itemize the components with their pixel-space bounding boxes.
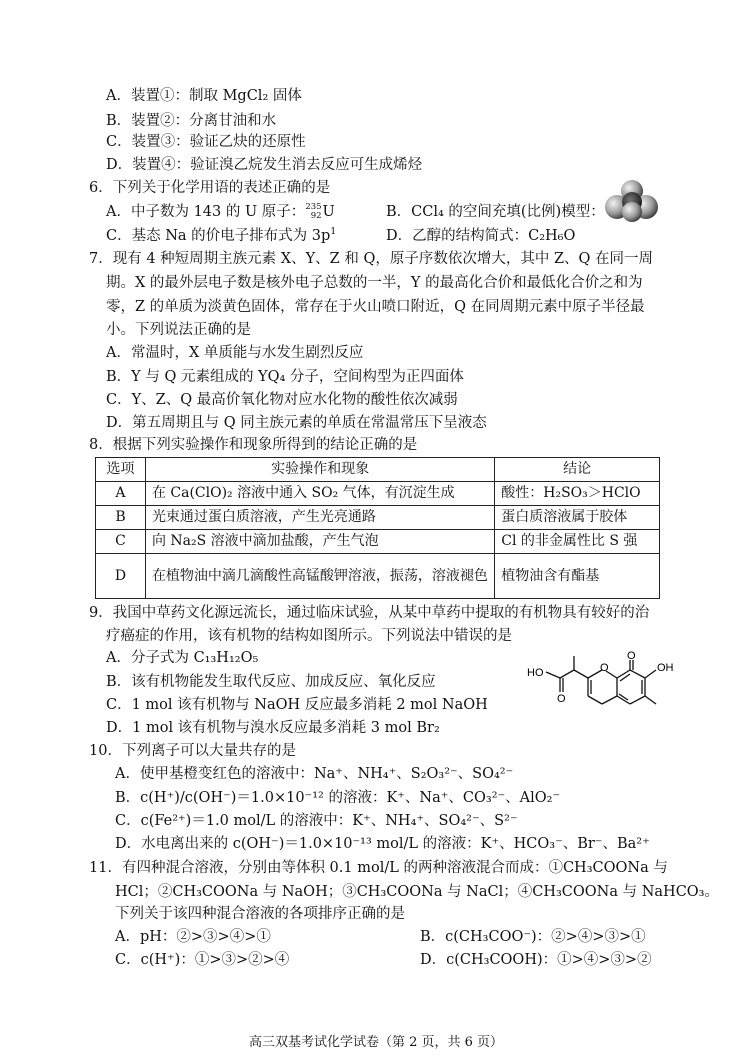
q8-row-c-label: C — [96, 530, 146, 554]
q5-option-c: C．装置③：验证乙炔的还原性 — [106, 134, 306, 150]
q11-line-2: HCl；②CH₃COONa 与 NaOH；③CH₃COONa 与 NaCl；④CH₃COONa 与 NaHCO₃。 — [115, 884, 719, 900]
q10-option-c: C．c(Fe²⁺)＝1.0 mol/L 的溶液中：K⁺、NH₄⁺、SO₄²⁻、S²⁻ — [115, 813, 518, 829]
q7-option-c: C．Y、Z、Q 最高价氧化物对应水化物的酸性依次减弱 — [106, 392, 458, 408]
organic-structure-diagram — [522, 648, 682, 740]
q8-row-d-operation: 在植物油中滴几滴酸性高锰酸钾溶液，振荡，溶液褪色 — [145, 554, 494, 599]
q11-option-d: D．c(CH₃COOH)：①>④>③>② — [420, 952, 652, 968]
q11-line-1: 11．有四种混合溶液，分别由等体积 0.1 mol/L 的两种溶液混合而成：①CH₃COONa 与 — [89, 860, 668, 876]
q9-line-2: 疗癌症的作用，该有机物的结构如图所示。下列说法中错误的是 — [106, 628, 512, 644]
q8-stem: 8．根据下列实验操作和现象所得到的结论正确的是 — [89, 437, 418, 453]
nuclide-mass-number: 235 — [305, 202, 322, 212]
q5-option-a: A．装置①：制取 MgCl₂ 固体 — [106, 88, 302, 104]
q9-line-1: 9．我国中草药文化源远流长，通过临床试验，从某中草药中提取的有机物具有较好的治 — [89, 605, 650, 621]
ccl4-space-filling-model-icon — [604, 179, 659, 223]
q7-option-b: B．Y 与 Q 元素组成的 YQ₄ 分子，空间构型为正四面体 — [106, 369, 464, 385]
q7-line-4: 小。下列说法正确的是 — [106, 322, 251, 338]
q9-option-a: A．分子式为 C₁₃H₁₂O₅ — [106, 650, 259, 666]
ring-oxygen-label: O — [600, 662, 609, 674]
q5-option-d: D．装置④：验证溴乙烷发生消去反应可生成烯烃 — [106, 157, 423, 173]
q8-row-d-conclusion: 植物油含有酯基 — [495, 554, 660, 599]
q8-row-d-label: D — [96, 554, 146, 599]
q8-row-c-conclusion: Cl 的非金属性比 S 强 — [495, 530, 660, 554]
q7-line-3: 零，Z 的单质为淡黄色固体，常存在于火山喷口附近，Q 在同周期元素中原子半径最 — [106, 299, 645, 315]
q8-row-a-conclusion: 酸性：H₂SO₃＞HClO — [495, 482, 660, 506]
q10-option-d: D．水电离出来的 c(OH⁻)＝1.0×10⁻¹³ mol/L 的溶液：K⁺、HCO₃⁻、Br⁻、Ba²⁺ — [115, 836, 650, 852]
q7-option-a: A．常温时，X 单质能与水发生剧烈反应 — [106, 345, 364, 361]
q10-stem: 10．下列离子可以大量共存的是 — [89, 743, 296, 759]
q10-option-b: B．c(H⁺)/c(OH⁻)＝1.0×10⁻¹² 的溶液：K⁺、Na⁺、CO₃²⁻、AlO₂⁻ — [115, 790, 561, 806]
q5-option-b: B．装置②：分离甘油和水 — [106, 113, 277, 129]
q8-header-conclusion: 结论 — [495, 458, 660, 482]
table-row — [96, 482, 660, 506]
q8-row-c-operation: 向 Na₂S 溶液中滴加盐酸，产生气泡 — [145, 530, 494, 554]
q7-line-1: 7．现有 4 种短周期主族元素 X、Y、Z 和 Q，原子序数依次增大，其中 Z、Q 在同一周 — [89, 251, 654, 267]
q8-table-header-row — [96, 458, 660, 482]
nuclide-atomic-number: 92 — [310, 211, 322, 221]
q9-option-c: C．1 mol 该有机物与 NaOH 反应最多消耗 2 mol NaOH — [106, 697, 488, 713]
q6-stem: 6．下列关于化学用语的表述正确的是 — [89, 180, 331, 196]
q6-option-d: D．乙醇的结构简式：C₂H₆O — [386, 228, 576, 244]
q8-row-b-label: B — [96, 506, 146, 530]
q6-option-a — [106, 202, 335, 222]
q11-option-a: A．pH：②>③>④>① — [115, 929, 271, 945]
q11-option-b: B．c(CH₃COO⁻)：②>④>③>① — [420, 929, 646, 945]
acid-carbonyl-oxygen-label: O — [557, 693, 566, 705]
q9-option-d: D．1 mol 该有机物与溴水反应最多消耗 3 mol Br₂ — [106, 720, 440, 736]
q8-header-operation: 实验操作和现象 — [145, 458, 494, 482]
q8-table — [95, 457, 660, 599]
carbonyl-oxygen-label: O — [627, 650, 636, 662]
q8-row-b-operation: 光束通过蛋白质溶液，产生光亮通路 — [145, 506, 494, 530]
q6-option-a-prefix: A．中子数为 143 的 U 原子： — [106, 204, 306, 220]
acid-ho-label: HO — [527, 667, 544, 679]
q6-option-c — [106, 226, 336, 246]
phenol-oh-label: OH — [657, 662, 674, 674]
q6-option-c-prefix: C．基态 Na 的价电子排布式为 3p — [106, 228, 331, 244]
q9-option-b: B．该有机物能发生取代反应、加成反应、氧化反应 — [106, 674, 436, 690]
q7-line-2: 期。X 的最外层电子数是核外电子总数的一半，Y 的最高化合价和最低化合价之和为 — [106, 275, 643, 291]
nuclide-symbol: U — [322, 204, 335, 220]
table-row — [96, 506, 660, 530]
table-row — [96, 554, 660, 599]
q8-row-a-operation: 在 Ca(ClO)₂ 溶液中通入 SO₂ 气体，有沉淀生成 — [145, 482, 494, 506]
q8-header-option: 选项 — [96, 458, 146, 482]
q11-line-3: 下列关于该四种混合溶液的各项排序正确的是 — [115, 906, 405, 922]
q11-option-c: C．c(H⁺)：①>③>②>④ — [115, 952, 290, 968]
q10-option-a: A．使甲基橙变红色的溶液中：Na⁺、NH₄⁺、S₂O₃²⁻、SO₄²⁻ — [115, 766, 514, 782]
q8-row-a-label: A — [96, 482, 146, 506]
q6-option-b: B．CCl₄ 的空间充填(比例)模型： — [386, 204, 605, 220]
q8-row-b-conclusion: 蛋白质溶液属于胶体 — [495, 506, 660, 530]
page-footer: 高三双基考试化学试卷（第 2 页，共 6 页） — [248, 1035, 504, 1050]
q6-option-c-superscript: 1 — [330, 226, 337, 238]
q7-option-d: D．第五周期且与 Q 同主族元素的单质在常温常压下呈液态 — [106, 415, 487, 431]
table-row — [96, 530, 660, 554]
nuclide-notation — [305, 203, 321, 221]
